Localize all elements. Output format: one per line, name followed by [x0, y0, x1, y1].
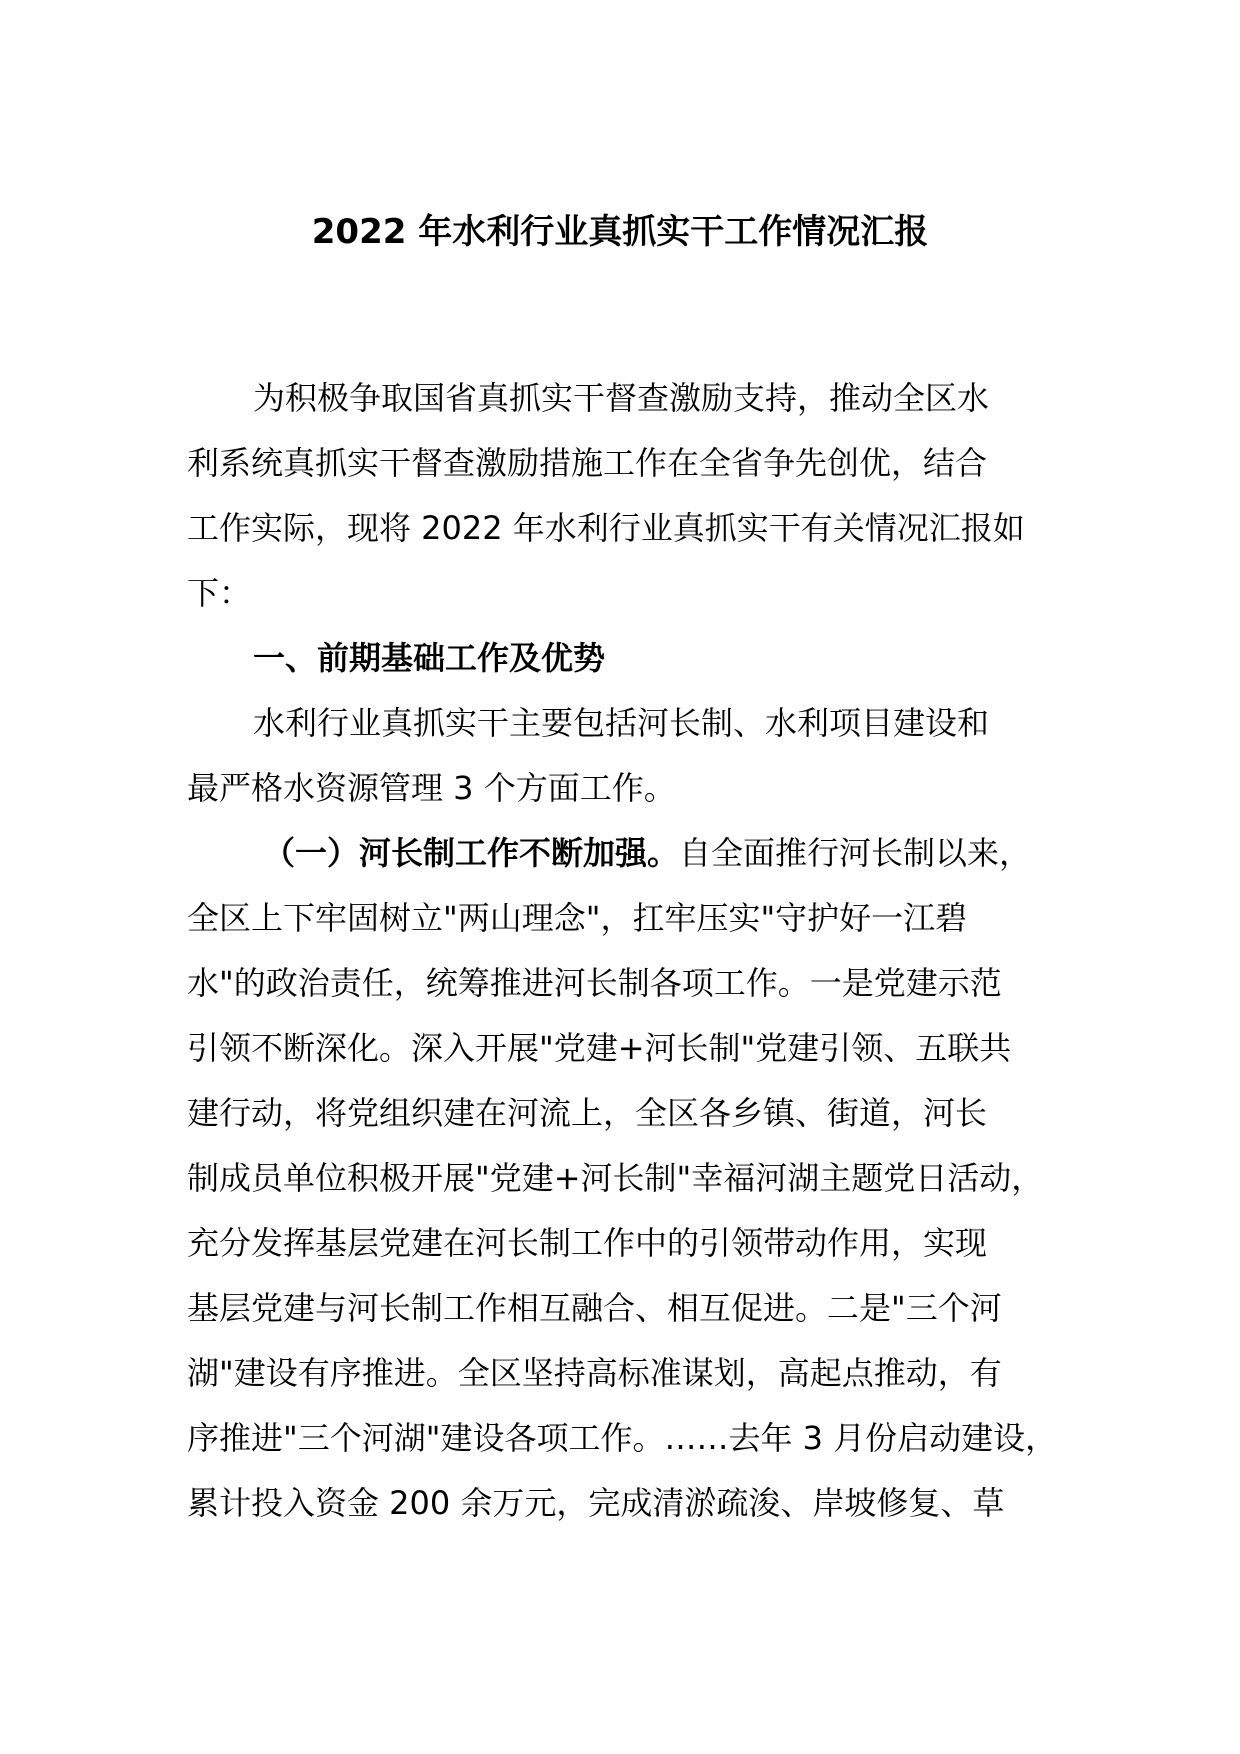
subsection-heading: （一）河长制工作不断加强。	[263, 834, 680, 872]
intro-line: 下：	[187, 574, 252, 612]
subsection-paragraph	[187, 821, 1087, 1536]
section-heading	[187, 626, 1087, 691]
subsection-line: 水"的政治责任，统筹推进河长制各项工作。一是党建示范	[187, 964, 1002, 1002]
section-line: 水利行业真抓实干主要包括河长制、水利项目建设和	[253, 704, 990, 742]
subsection-line: 序推进"三个河湖"建设各项工作。……去年 3 月份启动建设，	[187, 1419, 1058, 1457]
section-heading-text: 一、前期基础工作及优势	[253, 639, 606, 677]
subsection-line: 全区上下牢固树立"两山理念"，扛牢压实"守护好一江碧	[187, 899, 968, 937]
intro-line: 工作实际，现将 2022 年水利行业真抓实干有关情况汇报如	[187, 509, 1025, 547]
document-body	[187, 366, 1087, 1536]
subsection-first-text: 自全面推行河长制以来，	[679, 834, 1032, 872]
document-title: 2022 年水利行业真抓实干工作情况汇报	[311, 212, 929, 252]
section-paragraph	[187, 691, 1087, 821]
subsection-line: 湖"建设有序推进。全区坚持高标准谋划，高起点推动，有	[187, 1354, 1002, 1392]
intro-line: 利系统真抓实干督查激励措施工作在全省争先创优，结合	[187, 444, 988, 482]
intro-paragraph	[187, 366, 1087, 626]
subsection-line: 基层党建与河长制工作相互融合、相互促进。二是"三个河	[187, 1289, 1002, 1327]
subsection-first-line	[187, 821, 1087, 886]
subsection-line: 累计投入资金 200 余万元，完成清淤疏浚、岸坡修复、草	[187, 1484, 1005, 1522]
section-line: 最严格水资源管理 3 个方面工作。	[187, 769, 676, 807]
subsection-line: 建行动，将党组织建在河流上，全区各乡镇、街道，河长	[187, 1094, 988, 1132]
subsection-line: 制成员单位积极开展"党建+河长制"幸福河湖主题党日活动，	[187, 1159, 1044, 1197]
subsection-line: 引领不断深化。深入开展"党建+河长制"党建引领、五联共	[187, 1029, 1012, 1067]
subsection-line: 充分发挥基层党建在河长制工作中的引领带动作用，实现	[187, 1224, 988, 1262]
intro-line: 为积极争取国省真抓实干督查激励支持，推动全区水	[253, 379, 990, 417]
